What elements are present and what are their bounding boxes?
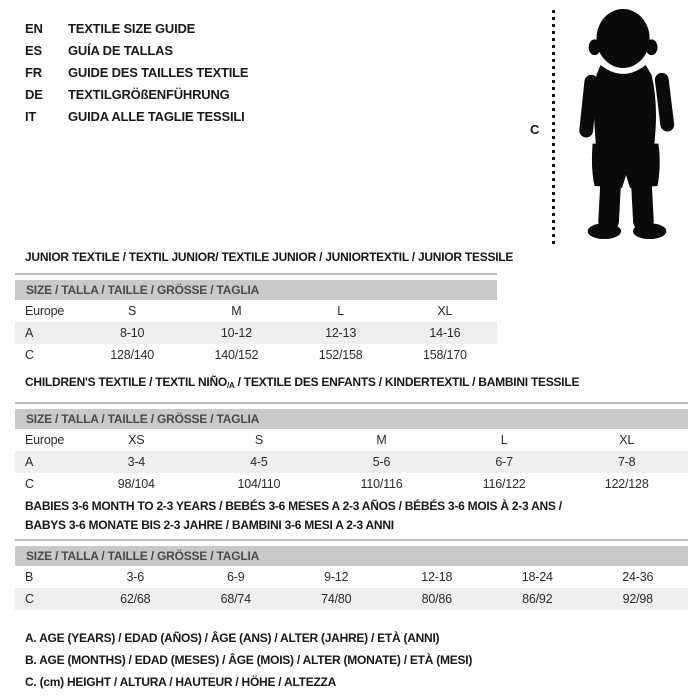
language-row-de xyxy=(25,83,248,105)
age-cell: 12-18 xyxy=(421,570,453,584)
age-cell: 6-9 xyxy=(227,570,245,584)
row-label: C xyxy=(25,348,34,362)
age-cell: 18-24 xyxy=(521,570,553,584)
height-cell: 110/116 xyxy=(360,477,403,491)
language-label: TEXTILGRÖßENFÜHRUNG xyxy=(68,86,230,102)
height-cell: 92/98 xyxy=(622,592,653,606)
age-cell: 3-6 xyxy=(126,570,144,584)
size-cell: S xyxy=(254,433,263,447)
table-row xyxy=(15,300,497,322)
age-cell: 3-4 xyxy=(127,455,146,469)
toddler-silhouette xyxy=(562,6,692,242)
table-row xyxy=(15,451,688,473)
table-title: CHILDREN'S TEXTILE / TEXTIL $NIÑO_{/A}$ / TEXTILE DES ENFANTS / KINDERTEXTIL / BAMBINI TESSILE xyxy=(25,375,580,390)
language-code: IT xyxy=(25,108,37,124)
age-cell: 12-13 xyxy=(325,326,357,340)
size-header-bar: SIZE / TALLA / TAILLE / GRÖSSE / TAGLIA xyxy=(15,546,688,566)
language-code: ES xyxy=(25,42,42,58)
age-cell: 10-12 xyxy=(220,326,252,340)
age-cell: 8-10 xyxy=(120,326,145,340)
age-cell: 4-5 xyxy=(250,455,268,469)
language-row-it xyxy=(25,105,248,127)
height-cell: 86/92 xyxy=(522,592,553,606)
table-row xyxy=(15,588,688,610)
language-list xyxy=(25,17,248,127)
row-label: C xyxy=(25,477,34,491)
row-label: A xyxy=(25,326,34,340)
age-cell: 6-7 xyxy=(495,455,513,469)
size-cell: M xyxy=(231,304,242,318)
height-cell: 140/152 xyxy=(214,348,259,362)
language-row-es xyxy=(25,39,248,61)
height-cell: 128/140 xyxy=(110,348,155,362)
table-title: JUNIOR TEXTILE / TEXTIL JUNIOR/ TEXTILE JUNIOR / JUNIORTEXTIL / JUNIOR TESSILE xyxy=(25,250,514,264)
table-row xyxy=(15,322,497,344)
table-row xyxy=(15,344,497,366)
height-cell: 116/122 xyxy=(482,477,526,491)
age-cell: 9-12 xyxy=(324,570,349,584)
babies-textile-table xyxy=(15,497,688,610)
height-cell: 98/104 xyxy=(117,477,155,491)
legend-line-a: A. AGE (YEARS) / EDAD (AÑOS) / ÂGE (ANS) / ALTER (JAHRE) / ETÀ (ANNI) xyxy=(25,631,440,645)
age-cell: 24-36 xyxy=(622,570,654,584)
age-cell: 7-8 xyxy=(617,455,636,469)
language-code: EN xyxy=(25,20,43,36)
size-cell: S xyxy=(128,304,137,318)
size-cell: XL xyxy=(437,304,453,318)
language-label: GUIDA ALLE TAGLIE TESSILI xyxy=(68,108,245,124)
size-cell: XS xyxy=(128,433,145,447)
height-measure-label: C xyxy=(530,122,540,137)
legend-line-b: B. AGE (MONTHS) / EDAD (MESES) / ÂGE (MOIS) / ALTER (MONATE) / ETÀ (MESI) xyxy=(25,653,473,667)
size-header-bar: SIZE / TALLA / TAILLE / GRÖSSE / TAGLIA xyxy=(15,409,688,429)
table-top-rule xyxy=(15,539,688,541)
height-dotted-line xyxy=(552,10,555,246)
size-header-bar: SIZE / TALLA / TAILLE / GRÖSSE / TAGLIA xyxy=(15,280,497,300)
legend xyxy=(25,627,472,693)
table-row xyxy=(15,429,688,451)
language-row-en xyxy=(25,17,248,39)
size-cell: XL xyxy=(619,433,635,447)
language-code: FR xyxy=(25,64,42,80)
table-top-rule xyxy=(15,273,497,275)
childrens-textile-table xyxy=(15,375,688,495)
row-label: Europe xyxy=(25,304,65,318)
language-label: GUÍA DE TALLAS xyxy=(68,42,173,58)
row-label: B xyxy=(25,570,34,584)
height-cell: 74/80 xyxy=(321,592,352,606)
size-cell: L xyxy=(500,433,508,447)
height-cell: 68/74 xyxy=(220,592,251,606)
junior-textile-table xyxy=(15,250,514,366)
height-cell: 80/86 xyxy=(421,592,452,606)
height-cell: 104/110 xyxy=(237,477,281,491)
size-cell: L xyxy=(337,304,344,318)
language-row-fr xyxy=(25,61,248,83)
size-cell: M xyxy=(376,433,387,447)
height-cell: 158/170 xyxy=(422,348,467,362)
table-title-line1: BABIES 3-6 MONTH TO 2-3 YEARS / BEBÉS 3-6 MESES A 2-3 AÑOS / BÉBÉS 3-6 MOIS À 2-3 ANS / xyxy=(25,499,562,513)
table-row xyxy=(15,473,688,495)
row-label: C xyxy=(25,592,34,606)
table-top-rule xyxy=(15,402,688,404)
row-label: A xyxy=(25,455,34,469)
age-cell: 14-16 xyxy=(429,326,461,340)
table-title-line2: BABYS 3-6 MONATE BIS 2-3 JAHRE / BAMBINI 3-6 MESI A 2-3 ANNI xyxy=(25,518,394,532)
language-label: GUIDE DES TAILLES TEXTILE xyxy=(68,64,249,80)
table-row xyxy=(15,566,688,588)
age-cell: 5-6 xyxy=(372,455,391,469)
language-code: DE xyxy=(25,86,43,102)
table-title xyxy=(25,497,688,535)
height-measure-figure xyxy=(520,0,700,250)
row-label: Europe xyxy=(25,433,65,447)
language-label: TEXTILE SIZE GUIDE xyxy=(68,20,196,36)
height-cell: 122/128 xyxy=(604,477,649,491)
height-cell: 62/68 xyxy=(120,592,151,606)
height-cell: 152/158 xyxy=(318,348,363,362)
legend-line-c: C. (cm) HEIGHT / ALTURA / HAUTEUR / HÖHE / ALTEZZA xyxy=(25,675,337,689)
